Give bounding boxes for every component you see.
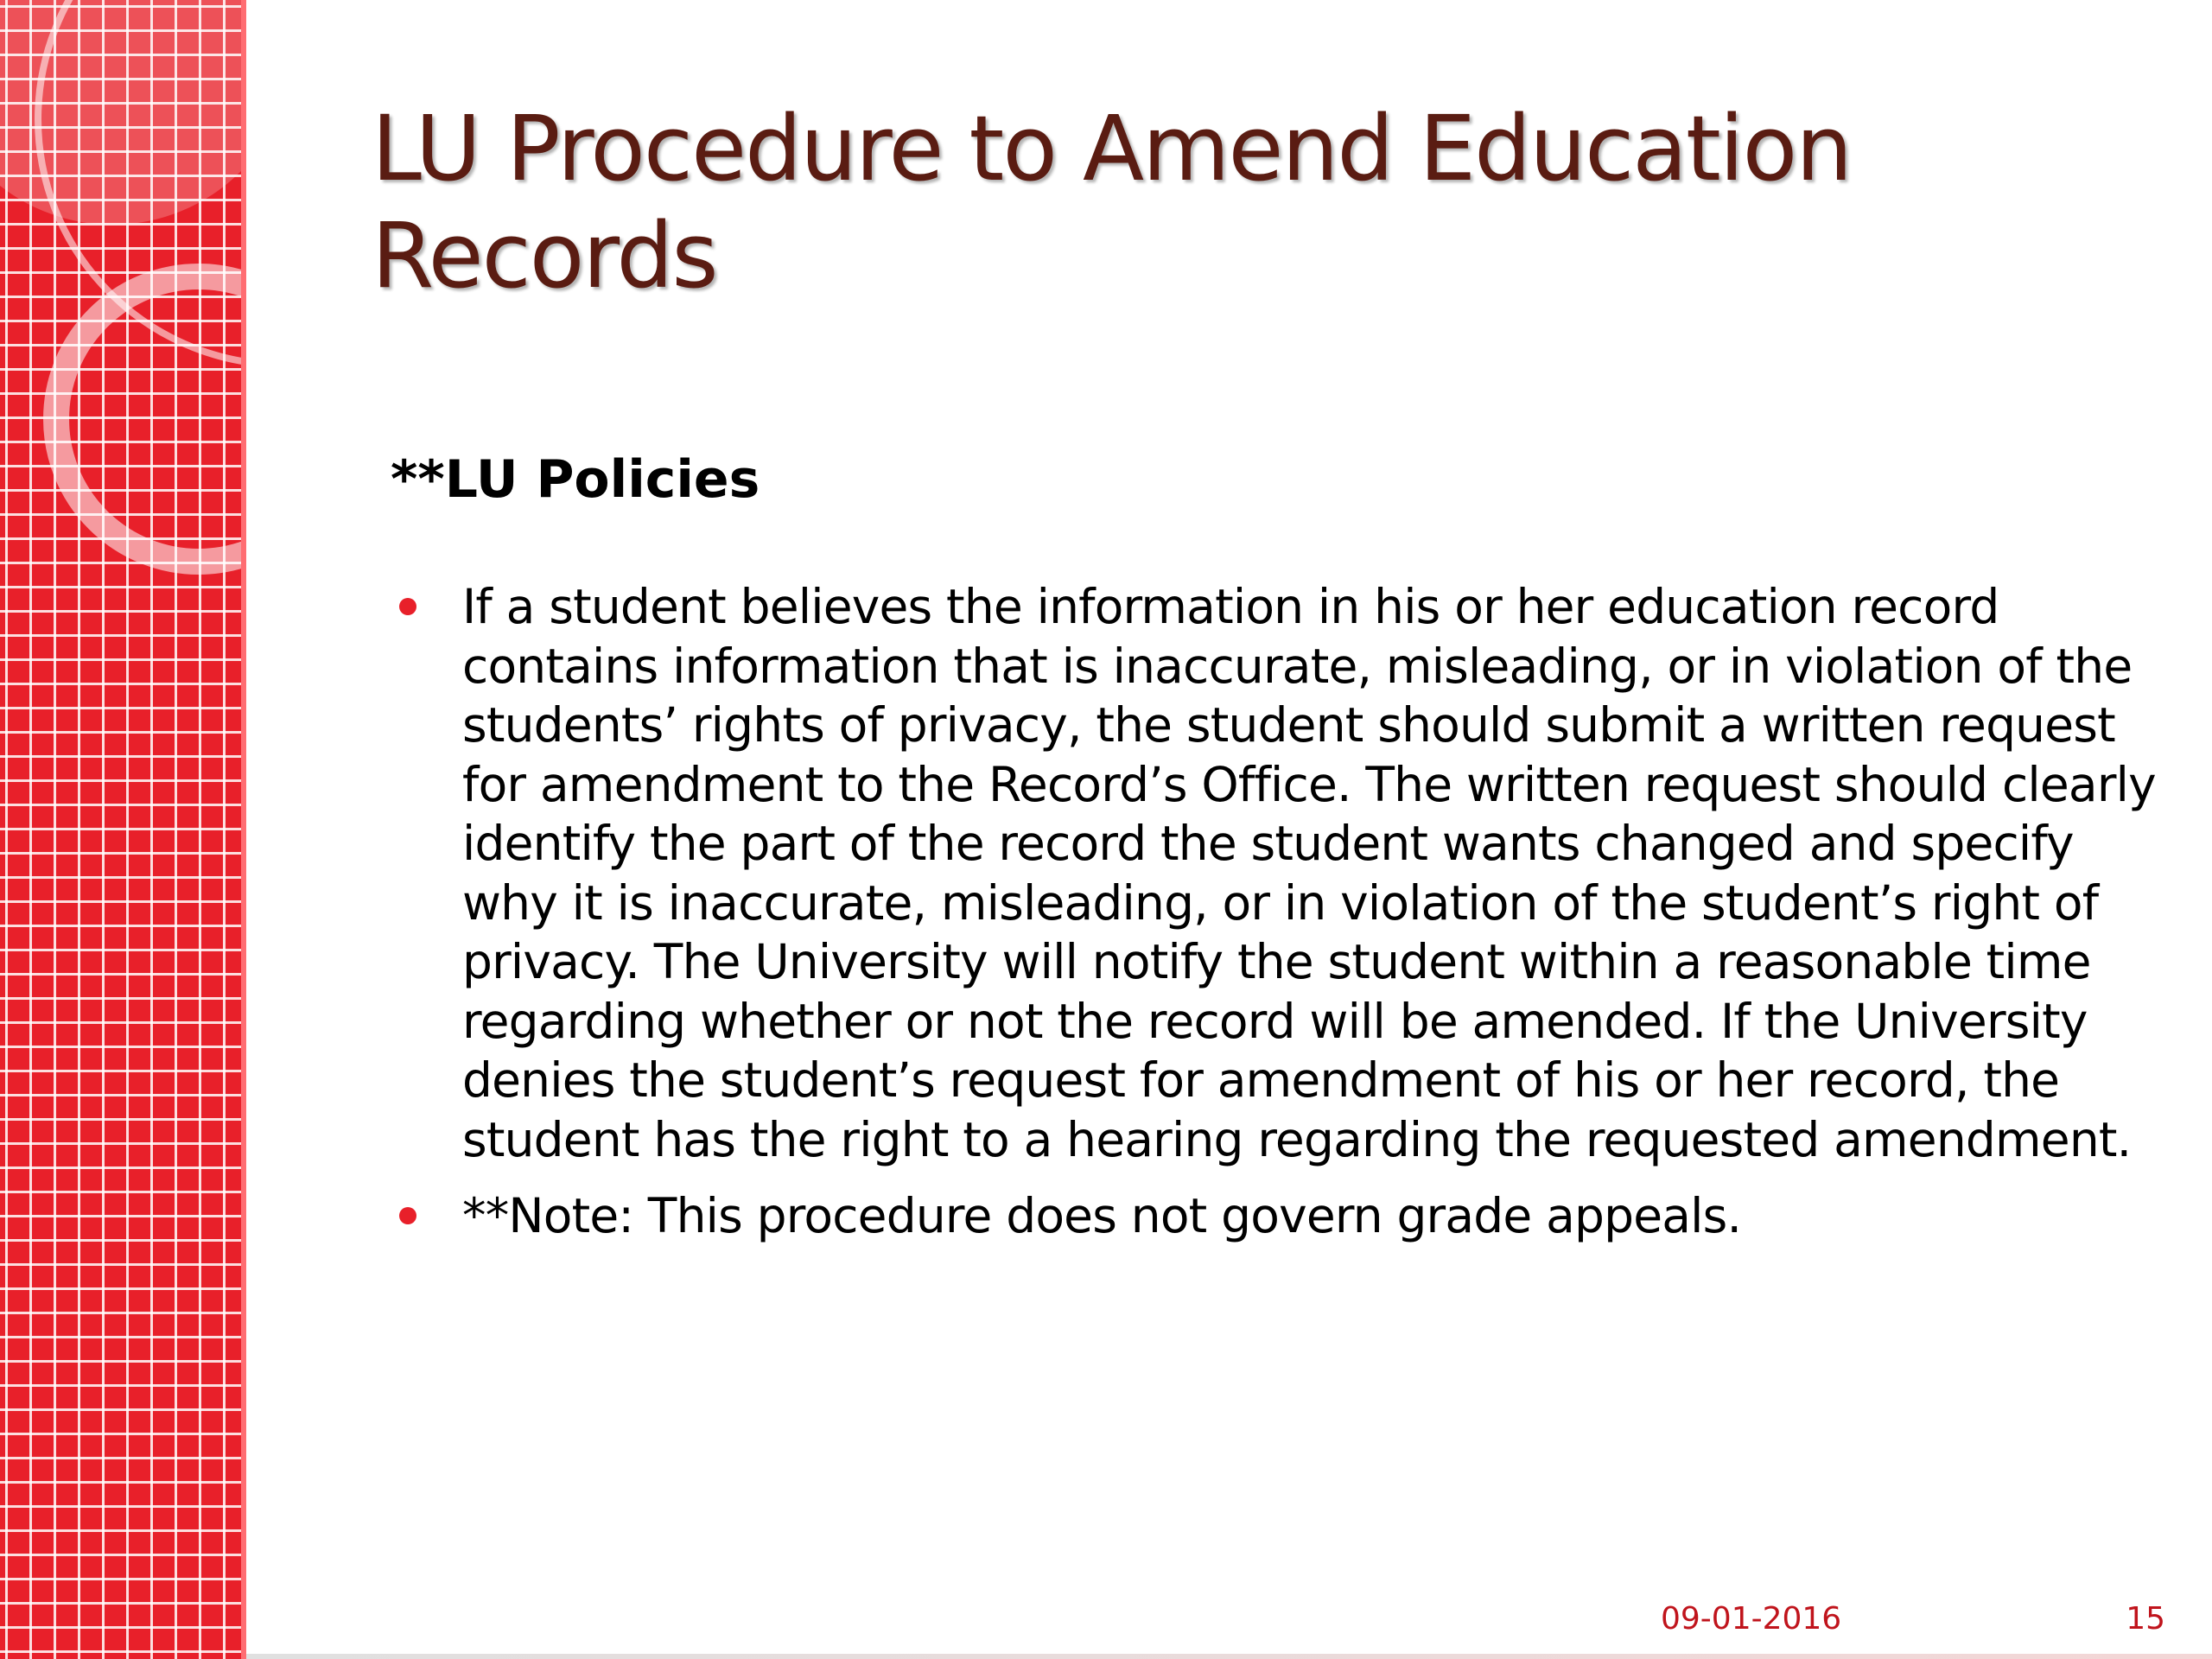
bullet-item-note: [391, 1186, 2162, 1246]
bullet-list: [391, 577, 2162, 1246]
section-heading: **LU Policies: [391, 449, 760, 510]
bullet-dot-icon: [399, 1207, 416, 1224]
bullet-item-policy: [391, 577, 2162, 1169]
slide-number: 15: [2126, 1601, 2165, 1637]
footer-date: 09-01-2016: [1661, 1601, 1842, 1637]
bullet-dot-icon: [399, 598, 416, 615]
slide-title: LU Procedure to Amend Education Records: [372, 96, 1852, 308]
bullet-text: **Note: This procedure does not govern grade appeals.: [462, 1188, 1742, 1243]
bottom-divider: [246, 1654, 2212, 1659]
decorative-sidebar: [0, 0, 246, 1659]
bullet-text: If a student believes the information in his or her education record contains information that is inaccurate, misleading, or in violation of the students’ rights of privacy, the student should submit a written request for amendment to the Record’s Office. The written request should clearly identify the part of the record the student wants changed and specify why it is inaccurate, misleading, or in violation of the student’s right of privacy. The University will notify the student within a reasonable time regarding whether or not the record will be amended. If the University denies the student’s request for amendment of his or her record, the student has the right to a hearing regarding the requested amendment.: [462, 579, 2156, 1167]
decorative-ring-small: [43, 264, 246, 575]
